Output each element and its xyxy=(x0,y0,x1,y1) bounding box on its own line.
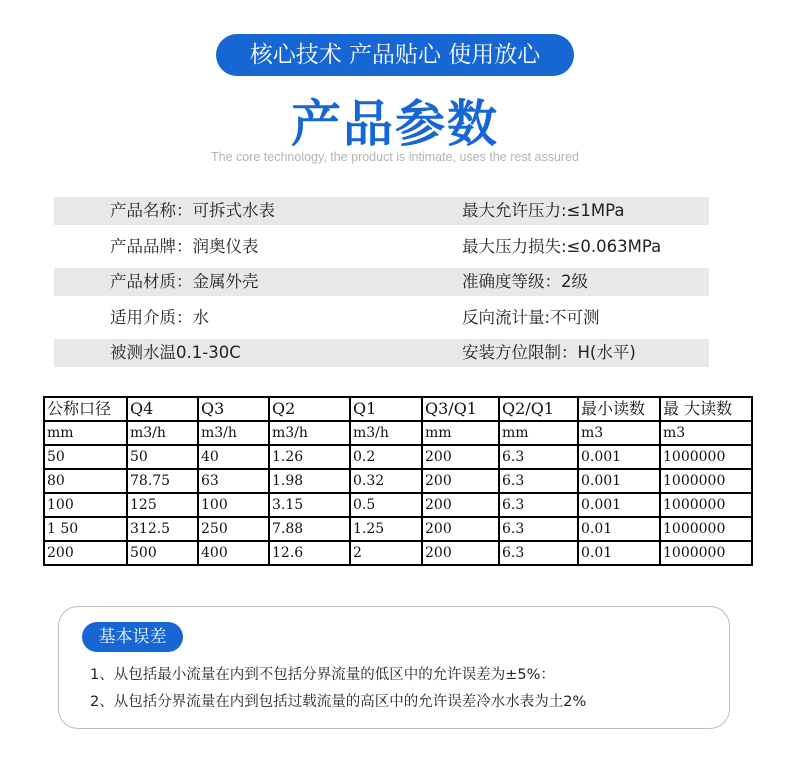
error-section-tag: 基本误差 xyxy=(82,622,183,652)
table-header-cell: Q1 xyxy=(350,397,422,421)
table-cell: 63 xyxy=(198,469,269,493)
table-cell: 80 xyxy=(44,469,127,493)
table-row xyxy=(44,517,752,541)
page-title: 产品参数 xyxy=(291,95,499,153)
table-cell: 2 xyxy=(350,541,422,565)
table-cell: 0.2 xyxy=(350,445,422,469)
spec-brand: 产品品牌：润奥仪表 xyxy=(110,236,259,256)
table-cell: 78.75 xyxy=(127,469,198,493)
spec-pressure-loss: 最大压力损失:≤0.063MPa xyxy=(462,236,662,256)
table-header-cell: Q3/Q1 xyxy=(422,397,499,421)
table-header-cell: Q4 xyxy=(127,397,198,421)
page-subtitle: The core technology, the product is intimate, uses the rest assured xyxy=(210,150,580,164)
error-line-high-zone: 2、从包括分界流量在内到包括过载流量的高区中的允许误差冷水水表为土2% xyxy=(90,694,587,710)
table-cell: 6.3 xyxy=(499,469,578,493)
spec-accuracy: 准确度等级：2级 xyxy=(462,272,588,291)
spec-material: 产品材质：金属外壳 xyxy=(110,272,259,291)
table-cell: 1.98 xyxy=(269,469,350,493)
table-unit-cell: m3/h xyxy=(198,421,269,445)
table-cell: 50 xyxy=(127,445,198,469)
table-cell: 1000000 xyxy=(660,541,752,565)
table-row xyxy=(44,445,752,469)
table-cell: 6.3 xyxy=(499,493,578,517)
table-row xyxy=(44,469,752,493)
table-unit-cell: m3 xyxy=(578,421,660,445)
table-cell: 50 xyxy=(44,445,127,469)
table-header-cell: 最小读数 xyxy=(578,397,660,421)
table-cell: 200 xyxy=(422,469,499,493)
spec-row xyxy=(54,304,709,332)
spec-row xyxy=(54,233,709,261)
spec-name: 产品名称：可拆式水表 xyxy=(110,201,275,220)
table-cell: 1000000 xyxy=(660,445,752,469)
table-unit-cell: mm xyxy=(422,421,499,445)
table-cell: 400 xyxy=(198,541,269,565)
table-cell: 200 xyxy=(422,541,499,565)
table-cell: 6.3 xyxy=(499,541,578,565)
table-units-row xyxy=(44,421,752,445)
table-cell: 1000000 xyxy=(660,469,752,493)
table-cell: 1000000 xyxy=(660,493,752,517)
table-cell: 0.001 xyxy=(578,445,660,469)
table-cell: 250 xyxy=(198,517,269,541)
table-unit-cell: m3/h xyxy=(127,421,198,445)
spec-row xyxy=(54,339,709,367)
table-cell: 500 xyxy=(127,541,198,565)
table-header-cell: 公称口径 xyxy=(44,397,127,421)
spec-temperature: 被测水温0.1-30C xyxy=(110,343,241,362)
table-unit-cell: mm xyxy=(499,421,578,445)
table-cell: 0.001 xyxy=(578,493,660,517)
table-cell: 7.88 xyxy=(269,517,350,541)
table-unit-cell: m3/h xyxy=(350,421,422,445)
table-header-cell: 最 大读数 xyxy=(660,397,752,421)
spec-row xyxy=(54,268,709,296)
table-cell: 0.32 xyxy=(350,469,422,493)
table-cell: 100 xyxy=(44,493,127,517)
table-header-cell: Q2 xyxy=(269,397,350,421)
table-cell: 100 xyxy=(198,493,269,517)
table-header-row xyxy=(44,397,752,421)
spec-max-pressure: 最大允许压力:≤1MPa xyxy=(462,201,625,220)
table-cell: 0.01 xyxy=(578,517,660,541)
table-header-cell: Q3 xyxy=(198,397,269,421)
table-header-cell: Q2/Q1 xyxy=(499,397,578,421)
table-cell: 40 xyxy=(198,445,269,469)
table-cell: 1000000 xyxy=(660,517,752,541)
table-cell: 1.25 xyxy=(350,517,422,541)
table-cell: 125 xyxy=(127,493,198,517)
table-cell: 12.6 xyxy=(269,541,350,565)
table-cell: 200 xyxy=(422,517,499,541)
header-pill: 核心技术 产品贴心 使用放心 xyxy=(216,34,574,76)
table-cell: 0.01 xyxy=(578,541,660,565)
error-line-low-zone: 1、从包括最小流量在内到不包括分界流量的低区中的允许误差为±5%： xyxy=(90,667,555,683)
table-cell: 200 xyxy=(44,541,127,565)
parameter-table xyxy=(43,396,753,566)
table-cell: 312.5 xyxy=(127,517,198,541)
table-row xyxy=(44,493,752,517)
table-cell: 0.5 xyxy=(350,493,422,517)
table-cell: 6.3 xyxy=(499,517,578,541)
spec-install-orientation: 安装方位限制：H(水平) xyxy=(462,343,636,362)
spec-row xyxy=(54,197,709,225)
table-cell: 3.15 xyxy=(269,493,350,517)
spec-list xyxy=(54,197,709,375)
table-unit-cell: m3/h xyxy=(269,421,350,445)
table-cell: 6.3 xyxy=(499,445,578,469)
table-unit-cell: m3 xyxy=(660,421,752,445)
spec-medium: 适用介质：水 xyxy=(110,307,209,327)
table-row xyxy=(44,541,752,565)
spec-reverse-flow: 反向流计量:不可测 xyxy=(462,307,600,327)
table-cell: 200 xyxy=(422,493,499,517)
table-cell: 1 50 xyxy=(44,517,127,541)
table-cell: 0.001 xyxy=(578,469,660,493)
table-cell: 1.26 xyxy=(269,445,350,469)
table-cell: 200 xyxy=(422,445,499,469)
table-unit-cell: mm xyxy=(44,421,127,445)
